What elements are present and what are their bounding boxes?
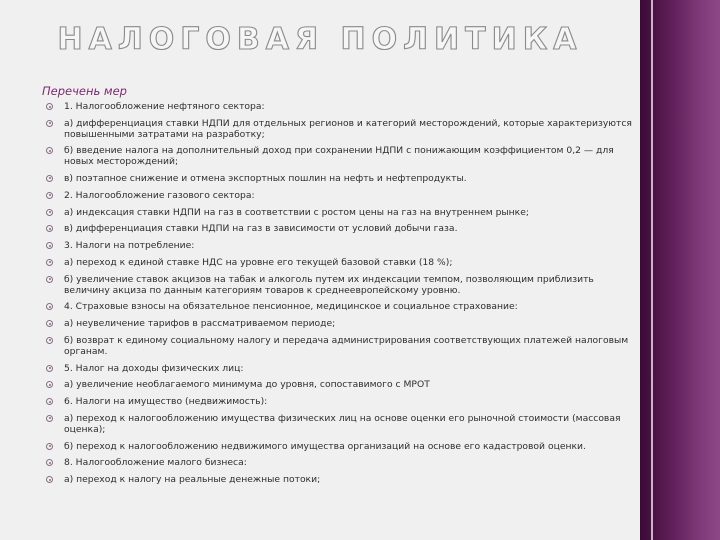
slide-title: НАЛОГОВАЯ ПОЛИТИКА xyxy=(57,22,583,57)
list-item xyxy=(46,442,632,453)
bullet-circle-icon xyxy=(46,320,53,327)
list-item xyxy=(46,302,632,313)
bullet-circle-icon xyxy=(46,476,53,483)
list-item xyxy=(46,224,632,235)
bullet-circle-icon xyxy=(46,381,53,388)
list-item xyxy=(46,380,632,391)
list-item-text: 5. Налог на доходы физических лиц: xyxy=(64,362,244,374)
list-item xyxy=(46,475,632,486)
list-item-text: а) дифференциация ставки НДПИ для отдельных регионов и категорий месторождений, которые характеризуются повышенными затратами на разработку; xyxy=(64,117,632,140)
bullet-circle-icon xyxy=(46,443,53,450)
slide-subtitle: Перечень мер xyxy=(42,84,127,98)
bullet-circle-icon xyxy=(46,175,53,182)
bullet-circle-icon xyxy=(46,259,53,266)
list-item-text: а) переход к налогу на реальные денежные потоки; xyxy=(64,474,321,486)
list-item xyxy=(46,208,632,219)
list-item-text: 1. Налогообложение нефтяного сектора: xyxy=(64,101,265,112)
bullet-circle-icon xyxy=(46,242,53,249)
list-item-text: 2. Налогообложение газового сектора: xyxy=(64,189,255,201)
list-item-text: а) неувеличение тарифов в рассматриваемом периоде; xyxy=(64,318,336,330)
list-item xyxy=(46,275,632,297)
list-item xyxy=(46,258,632,269)
bullet-circle-icon xyxy=(46,459,53,466)
list-item-text: а) переход к налогообложению имущества физических лиц на основе оценки его рыночной стоимости (массовая оценка); xyxy=(64,412,621,435)
list-item-text: б) возврат к единому социальному налогу и передача администрирования соответствующих платежей налоговым органам. xyxy=(64,334,629,357)
decorative-side-line xyxy=(651,0,653,540)
bullet-circle-icon xyxy=(46,225,53,232)
list-item xyxy=(46,119,632,141)
list-item xyxy=(46,397,632,408)
list-item-text: 3. Налоги на потребление: xyxy=(64,240,195,252)
list-item xyxy=(46,364,632,375)
list-item-text: б) введение налога на дополнительный доход при сохранении НДПИ с понижающим коэффициентом 0,2 — для новых месторождений; xyxy=(64,145,614,168)
list-item-text: в) дифференциация ставки НДПИ на газ в зависимости от условий добычи газа. xyxy=(64,223,458,235)
list-item xyxy=(46,458,632,469)
list-item xyxy=(46,174,632,185)
list-item xyxy=(46,102,632,113)
bullet-circle-icon xyxy=(46,276,53,283)
bullet-circle-icon xyxy=(46,415,53,422)
list-item xyxy=(46,241,632,252)
list-item-text: а) увеличение необлагаемого минимума до уровня, сопоставимого с МРОТ xyxy=(64,379,430,391)
list-item-text: б) переход к налогообложению недвижимого имущества организаций на основе его кадастровой оценки. xyxy=(64,440,586,452)
list-item xyxy=(46,191,632,202)
list-item-text: а) переход к единой ставке НДС на уровне его текущей базовой ставки (18 %); xyxy=(64,256,453,268)
bullet-circle-icon xyxy=(46,398,53,405)
bullet-circle-icon xyxy=(46,303,53,310)
bullet-circle-icon xyxy=(46,365,53,372)
bullet-circle-icon xyxy=(46,209,53,216)
list-item-text: б) увеличение ставок акцизов на табак и алкоголь путем их индексации темпом, позволяющим приблизить величину акциза по данным категориям товаров к среднеевропейскому уровню. xyxy=(64,273,594,296)
bullet-circle-icon xyxy=(46,120,53,127)
list-item-text: 4. Страховые взносы на обязательное пенсионное, медицинское и социальное страхование: xyxy=(64,301,518,313)
list-item-text: в) поэтапное снижение и отмена экспортных пошлин на нефть и нефтепродукты. xyxy=(64,172,467,184)
list-item xyxy=(46,146,632,168)
list-item-text: 8. Налогообложение малого бизнеса: xyxy=(64,457,247,469)
bullet-circle-icon xyxy=(46,192,53,199)
bullet-circle-icon xyxy=(46,147,53,154)
bullet-circle-icon xyxy=(46,103,53,110)
list-item xyxy=(46,414,632,436)
bullet-circle-icon xyxy=(46,337,53,344)
list-item xyxy=(46,336,632,358)
list-item-text: 6. Налоги на имущество (недвижимость): xyxy=(64,396,268,408)
list-item-text: а) индексация ставки НДПИ на газ в соответствии с ростом цены на газ на внутреннем рынке; xyxy=(64,206,529,218)
list-item xyxy=(46,319,632,330)
measures-list xyxy=(46,102,632,492)
